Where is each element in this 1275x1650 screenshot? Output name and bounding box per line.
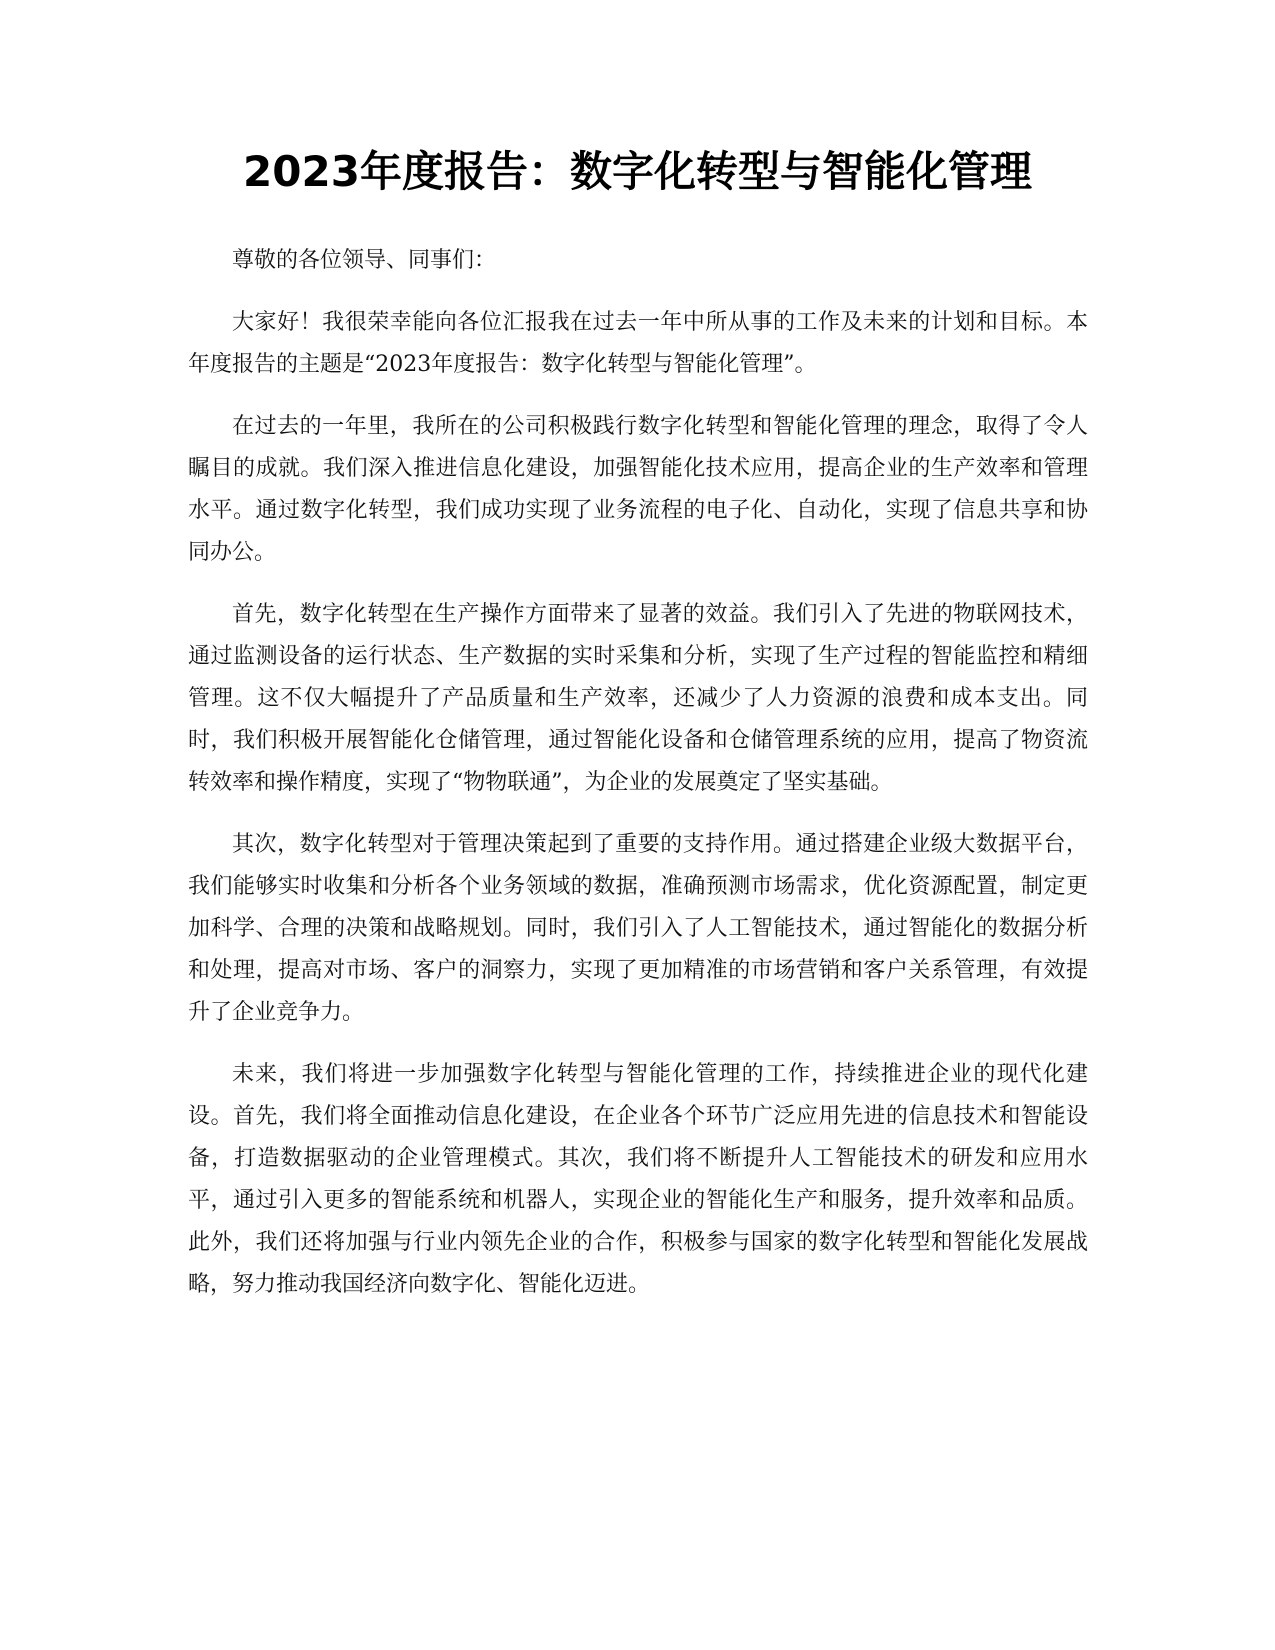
paragraph-decision-support: 其次，数字化转型对于管理决策起到了重要的支持作用。通过搭建企业级大数据平台，我们能够实时收集和分析各个业务领域的数据，准确预测市场需求，优化资源配置，制定更加科学、合理的决策和战略规划。同时，我们引入了人工智能技术，通过智能化的数据分析和处理，提高对市场、客户的洞察力，实现了更加精准的市场营销和客户关系管理，有效提升了企业竞争力。 xyxy=(188,832,1088,1025)
paragraph-future-plans: 未来，我们将进一步加强数字化转型与智能化管理的工作，持续推进企业的现代化建设。首先，我们将全面推动信息化建设，在企业各个环节广泛应用先进的信息技术和智能设备，打造数据驱动的企业管理模式。其次，我们将不断提升人工智能技术的研发和应用水平，通过引入更多的智能系统和机器人，实现企业的智能化生产和服务，提升效率和品质。此外，我们还将加强与行业内领先企业的合作，积极参与国家的数字化转型和智能化发展战略，努力推动我国经济向数字化、智能化迈进。 xyxy=(188,1062,1088,1297)
paragraph-greeting: 大家好！我很荣幸能向各位汇报我在过去一年中所从事的工作及未来的计划和目标。本年度报告的主题是“2023年度报告：数字化转型与智能化管理”。 xyxy=(188,310,1088,377)
document-title: 2023年度报告：数字化转型与智能化管理 xyxy=(243,147,1032,196)
salutation: 尊敬的各位领导、同事们： xyxy=(232,248,497,273)
document-body xyxy=(188,240,1088,1326)
paragraph-achievements: 在过去的一年里，我所在的公司积极践行数字化转型和智能化管理的理念，取得了令人瞩目的成就。我们深入推进信息化建设，加强智能化技术应用，提高企业的生产效率和管理水平。通过数字化转型，我们成功实现了业务流程的电子化、自动化，实现了信息共享和协同办公。 xyxy=(188,414,1088,565)
paragraph-production: 首先，数字化转型在生产操作方面带来了显著的效益。我们引入了先进的物联网技术，通过监测设备的运行状态、生产数据的实时采集和分析，实现了生产过程的智能监控和精细管理。这不仅大幅提升了产品质量和生产效率，还减少了人力资源的浪费和成本支出。同时，我们积极开展智能化仓储管理，通过智能化设备和仓储管理系统的应用，提高了物资流转效率和操作精度，实现了“物物联通”，为企业的发展奠定了坚实基础。 xyxy=(188,602,1088,795)
